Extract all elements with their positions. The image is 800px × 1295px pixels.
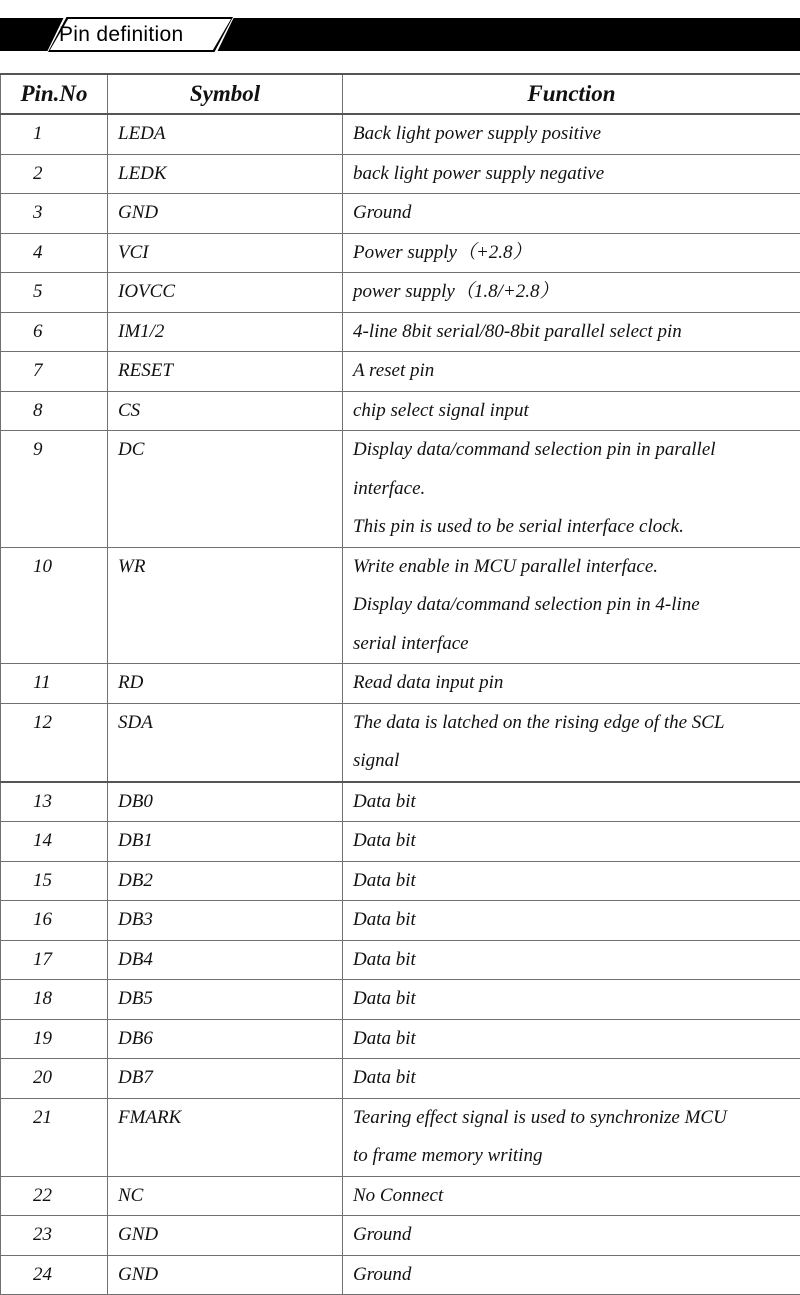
pin-function-cell: Display data/command selection pin in parallel interface. This pin is used to be serial interface clock. xyxy=(343,431,800,548)
pin-symbol-cell: GND xyxy=(108,1216,343,1256)
table-body xyxy=(1,114,800,1295)
table-row xyxy=(1,233,800,273)
pin-function-cell: 4-line 8bit serial/80-8bit parallel select pin xyxy=(343,312,800,352)
pin-symbol-cell: DB5 xyxy=(108,980,343,1020)
pin-symbol-cell: DC xyxy=(108,431,343,548)
pin-number-cell: 22 xyxy=(1,1176,108,1216)
table-row xyxy=(1,1059,800,1099)
pin-number-cell: 7 xyxy=(1,352,108,392)
pin-function-cell: Data bit xyxy=(343,822,800,862)
pin-number-cell: 16 xyxy=(1,901,108,941)
pin-number-cell: 20 xyxy=(1,1059,108,1099)
pin-number-cell: 6 xyxy=(1,312,108,352)
table-row xyxy=(1,1255,800,1295)
pin-definition-table xyxy=(0,73,800,1295)
pin-number-cell: 2 xyxy=(1,154,108,194)
pin-symbol-cell: DB6 xyxy=(108,1019,343,1059)
pin-function-cell: Data bit xyxy=(343,1019,800,1059)
pin-symbol-cell: LEDA xyxy=(108,114,343,154)
pin-function-cell: Back light power supply positive xyxy=(343,114,800,154)
pin-symbol-cell: GND xyxy=(108,194,343,234)
pin-function-cell: A reset pin xyxy=(343,352,800,392)
header-symbol: Symbol xyxy=(108,74,343,114)
pin-symbol-cell: DB2 xyxy=(108,861,343,901)
table-row xyxy=(1,1176,800,1216)
table-row xyxy=(1,547,800,664)
table-row xyxy=(1,861,800,901)
header-pin-no: Pin.No xyxy=(1,74,108,114)
pin-function-cell: Ground xyxy=(343,1216,800,1256)
pin-symbol-cell: DB7 xyxy=(108,1059,343,1099)
pin-number-cell: 5 xyxy=(1,273,108,313)
table-row xyxy=(1,312,800,352)
pin-function-cell: Data bit xyxy=(343,1059,800,1099)
pin-function-cell: back light power supply negative xyxy=(343,154,800,194)
pin-number-cell: 18 xyxy=(1,980,108,1020)
pin-symbol-cell: RESET xyxy=(108,352,343,392)
pin-number-cell: 24 xyxy=(1,1255,108,1295)
table-row xyxy=(1,822,800,862)
table-row xyxy=(1,273,800,313)
table-row xyxy=(1,1019,800,1059)
pin-number-cell: 3 xyxy=(1,194,108,234)
pin-function-cell: Power supply（+2.8） xyxy=(343,233,800,273)
table-row xyxy=(1,703,800,782)
table-row xyxy=(1,1216,800,1256)
table-row xyxy=(1,901,800,941)
pin-number-cell: 15 xyxy=(1,861,108,901)
pin-number-cell: 17 xyxy=(1,940,108,980)
pin-symbol-cell: VCI xyxy=(108,233,343,273)
pin-symbol-cell: DB4 xyxy=(108,940,343,980)
pin-number-cell: 21 xyxy=(1,1098,108,1176)
table-row xyxy=(1,352,800,392)
pin-function-cell: Read data input pin xyxy=(343,664,800,704)
table-row xyxy=(1,114,800,154)
pin-symbol-cell: NC xyxy=(108,1176,343,1216)
pin-function-cell: Tearing effect signal is used to synchronize MCU to frame memory writing xyxy=(343,1098,800,1176)
table-row xyxy=(1,194,800,234)
table-header-row xyxy=(1,74,800,114)
table-row xyxy=(1,391,800,431)
pin-function-cell: The data is latched on the rising edge of the SCL signal xyxy=(343,703,800,782)
table-row xyxy=(1,431,800,548)
pin-symbol-cell: FMARK xyxy=(108,1098,343,1176)
pin-function-cell: Data bit xyxy=(343,980,800,1020)
header-function: Function xyxy=(343,74,800,114)
pin-number-cell: 8 xyxy=(1,391,108,431)
pin-symbol-cell: DB0 xyxy=(108,782,343,822)
pin-symbol-cell: RD xyxy=(108,664,343,704)
table-row xyxy=(1,940,800,980)
table-row xyxy=(1,782,800,822)
pin-number-cell: 19 xyxy=(1,1019,108,1059)
pin-symbol-cell: CS xyxy=(108,391,343,431)
pin-function-cell: chip select signal input xyxy=(343,391,800,431)
pin-function-cell: power supply（1.8/+2.8） xyxy=(343,273,800,313)
pin-symbol-cell: IOVCC xyxy=(108,273,343,313)
pin-function-cell: Write enable in MCU parallel interface. Display data/command selection pin in 4-line serial interface xyxy=(343,547,800,664)
pin-function-cell: Data bit xyxy=(343,782,800,822)
pin-number-cell: 13 xyxy=(1,782,108,822)
pin-number-cell: 1 xyxy=(1,114,108,154)
pin-function-cell: No Connect xyxy=(343,1176,800,1216)
table-row xyxy=(1,1098,800,1176)
pin-symbol-cell: SDA xyxy=(108,703,343,782)
table-row xyxy=(1,980,800,1020)
pin-symbol-cell: DB3 xyxy=(108,901,343,941)
table-row xyxy=(1,664,800,704)
pin-function-cell: Ground xyxy=(343,1255,800,1295)
pin-number-cell: 12 xyxy=(1,703,108,782)
pin-function-cell: Data bit xyxy=(343,940,800,980)
pin-symbol-cell: GND xyxy=(108,1255,343,1295)
pin-function-cell: Ground xyxy=(343,194,800,234)
pin-number-cell: 9 xyxy=(1,431,108,548)
pin-function-cell: Data bit xyxy=(343,901,800,941)
pin-symbol-cell: WR xyxy=(108,547,343,664)
pin-symbol-cell: LEDK xyxy=(108,154,343,194)
pin-symbol-cell: IM1/2 xyxy=(108,312,343,352)
pin-symbol-cell: DB1 xyxy=(108,822,343,862)
pin-number-cell: 4 xyxy=(1,233,108,273)
pin-number-cell: 10 xyxy=(1,547,108,664)
table-row xyxy=(1,154,800,194)
pin-number-cell: 14 xyxy=(1,822,108,862)
pin-number-cell: 11 xyxy=(1,664,108,704)
pin-function-cell: Data bit xyxy=(343,861,800,901)
section-title: Pin definition xyxy=(59,21,219,49)
pin-number-cell: 23 xyxy=(1,1216,108,1256)
